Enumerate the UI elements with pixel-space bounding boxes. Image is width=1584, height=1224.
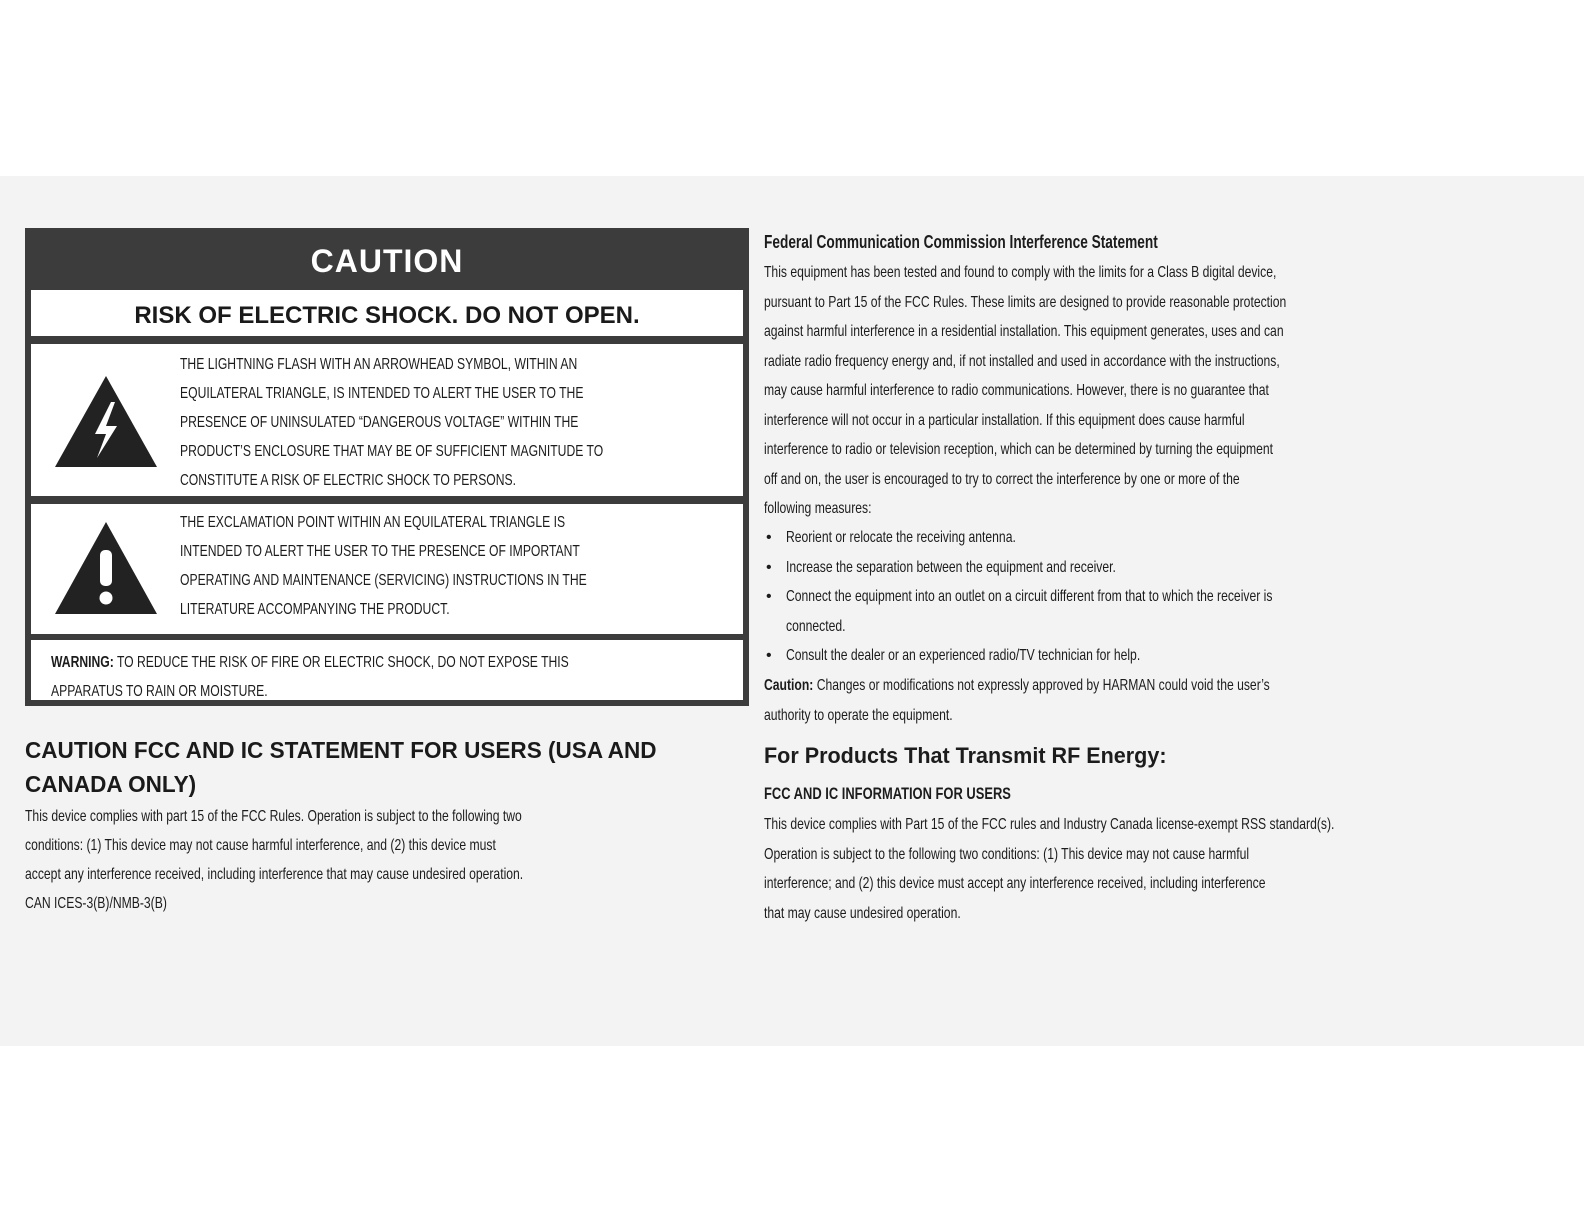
- fcc-line-5: may cause harmful interference to radio communications. However, there is no guarantee that: [764, 382, 1269, 399]
- risk-panel: [31, 290, 743, 336]
- fcc-interference-title: [764, 228, 1282, 256]
- lightning-panel: [31, 344, 743, 496]
- rf-line-3: interference; and (2) this device must accept any interference received, including interference: [764, 875, 1266, 892]
- exclamation-warning-icon: [51, 518, 161, 618]
- rf-energy-heading-text: For Products That Transmit RF Energy:: [764, 743, 1167, 768]
- fcc-measures-list: [764, 523, 1426, 671]
- warning-label: WARNING:: [51, 654, 114, 671]
- caution-line-1: [764, 671, 1270, 701]
- fcc-ic-statement-heading: [25, 733, 725, 801]
- fcc-ic-heading-line-1: CAUTION FCC AND IC STATEMENT FOR USERS (USA AND: [25, 737, 657, 763]
- rf-line-4: that may cause undesired operation.: [764, 904, 961, 922]
- caution-header: CAUTION: [310, 243, 464, 279]
- rf-energy-subheading-text: FCC AND IC INFORMATION FOR USERS: [764, 784, 1011, 803]
- measure-text-2: Increase the separation between the equipment and receiver.: [786, 558, 1116, 576]
- lightning-line-4: PRODUCT’S ENCLOSURE THAT MAY BE OF SUFFICIENT MAGNITUDE TO: [180, 443, 604, 460]
- measure-text-3: Connect the equipment into an outlet on a circuit different from that to which the receiver is: [786, 588, 1273, 605]
- lightning-warning-icon: [51, 372, 161, 470]
- rf-line-1: This device complies with Part 15 of the FCC rules and Industry Canada license-exempt RSS standard(s).: [764, 816, 1335, 833]
- fcc-line-9: following measures:: [764, 500, 872, 517]
- fcc-line-3: against harmful interference in a residential installation. This equipment generates, uses and can: [764, 323, 1284, 340]
- fcc-line-8: off and on, the user is encouraged to try to correct the interference by one or more of the: [764, 470, 1240, 488]
- caution-line-2: authority to operate the equipment.: [764, 706, 953, 724]
- exclamation-line-2: INTENDED TO ALERT THE USER TO THE PRESENCE OF IMPORTANT: [180, 543, 580, 560]
- bullet-icon: •: [766, 558, 772, 576]
- bullet-icon: •: [766, 647, 772, 664]
- warning-panel: [31, 640, 743, 700]
- fcc-line-7: interference to radio or television reception, which can be determined by turning the equipment: [764, 441, 1273, 458]
- fcc-ic-statement-body: [25, 802, 681, 918]
- fcc-interference-title-text: Federal Communication Commission Interference Statement: [764, 232, 1158, 252]
- fcc-ic-line-4: CAN ICES-3(B)/NMB-3(B): [25, 895, 167, 912]
- warning-text: [51, 648, 732, 706]
- lightning-line-3: PRESENCE OF UNINSULATED “DANGEROUS VOLTAGE” WITHIN THE: [180, 414, 579, 431]
- lightning-line-2: EQUILATERAL TRIANGLE, IS INTENDED TO ALERT THE USER TO THE: [180, 385, 584, 402]
- list-item: [764, 582, 1426, 612]
- fcc-ic-line-2: conditions: (1) This device may not cause harmful interference, and (2) this device must: [25, 837, 496, 854]
- fcc-line-6: interference will not occur in a particular installation. If this equipment does cause harmful: [764, 411, 1245, 429]
- fcc-line-1: This equipment has been tested and found to comply with the limits for a Class B digital device,: [764, 264, 1277, 281]
- warning-body-1: TO REDUCE THE RISK OF FIRE OR ELECTRIC SHOCK, DO NOT EXPOSE THIS: [116, 654, 569, 671]
- exclamation-panel: [31, 504, 743, 634]
- rf-energy-heading: [764, 741, 1175, 771]
- list-item: [764, 641, 1426, 671]
- warning-line-2: APPARATUS TO RAIN OR MOISTURE.: [51, 683, 268, 700]
- caution-box: [25, 228, 749, 706]
- lightning-line-5: CONSTITUTE A RISK OF ELECTRIC SHOCK TO PERSONS.: [180, 472, 517, 489]
- rf-line-2: Operation is subject to the following two conditions: (1) This device may not cause harmful: [764, 845, 1250, 863]
- exclamation-line-3: OPERATING AND MAINTENANCE (SERVICING) INSTRUCTIONS IN THE: [180, 572, 587, 589]
- rf-energy-subheading: [764, 780, 1089, 808]
- caution-label: Caution:: [764, 677, 814, 694]
- fcc-line-4: radiate radio frequency energy and, if not installed and used in accordance with the instructions,: [764, 352, 1280, 370]
- list-item-continuation: [764, 612, 1426, 642]
- harman-caution-note: [764, 671, 1429, 730]
- measure-text-4: Consult the dealer or an experienced radio/TV technician for help.: [786, 647, 1141, 664]
- fcc-ic-heading-line-2: CANADA ONLY): [25, 771, 197, 797]
- rf-energy-paragraph: [764, 810, 1515, 928]
- list-item: [764, 553, 1426, 583]
- lightning-line-1: THE LIGHTNING FLASH WITH AN ARROWHEAD SYMBOL, WITHIN AN: [180, 356, 578, 373]
- measure-text-1: Reorient or relocate the receiving antenna.: [786, 529, 1016, 546]
- fcc-interference-paragraph: [764, 258, 1451, 524]
- measure-text-3-cont: connected.: [786, 617, 846, 635]
- lightning-description: [180, 350, 737, 495]
- risk-of-shock-line: RISK OF ELECTRIC SHOCK. DO NOT OPEN.: [134, 302, 640, 329]
- exclamation-line-1: THE EXCLAMATION POINT WITHIN AN EQUILATERAL TRIANGLE IS: [180, 514, 566, 531]
- list-item: [764, 523, 1426, 553]
- fcc-ic-line-3: accept any interference received, including interference that may cause undesired operation.: [25, 866, 524, 883]
- warning-line-1: [51, 648, 569, 677]
- fcc-ic-line-1: This device complies with part 15 of the FCC Rules. Operation is subject to the following two: [25, 808, 522, 825]
- bullet-icon: •: [766, 588, 772, 605]
- caution-body-1: Changes or modifications not expressly approved by HARMAN could void the user’s: [816, 677, 1270, 694]
- exclamation-line-4: LITERATURE ACCOMPANYING THE PRODUCT.: [180, 601, 450, 618]
- exclamation-description: [180, 508, 715, 624]
- fcc-line-2: pursuant to Part 15 of the FCC Rules. These limits are designed to provide reasonable protection: [764, 293, 1287, 311]
- bullet-icon: •: [766, 529, 772, 546]
